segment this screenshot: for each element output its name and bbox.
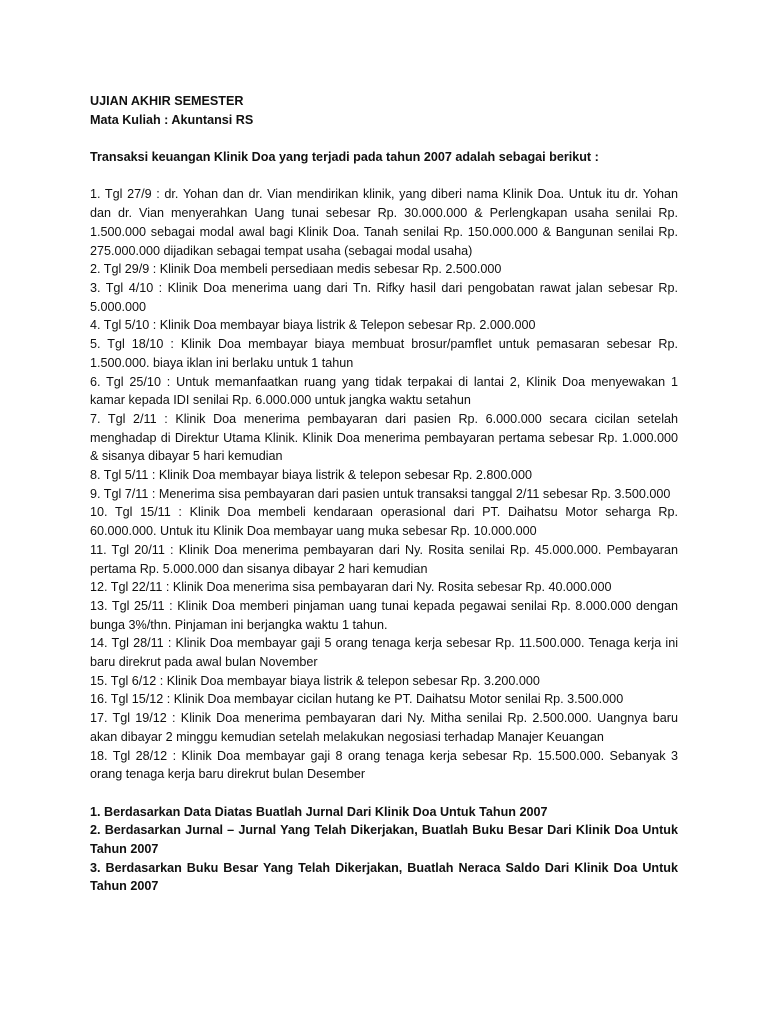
transaction-item: 17. Tgl 19/12 : Klinik Doa menerima pembayaran dari Ny. Mitha senilai Rp. 2.500.000. Uangnya baru akan dibayar 2 minggu kemudian setelah melakukan negosiasi terhadap Manajer Keuangan (90, 711, 678, 744)
transaction-item: 15. Tgl 6/12 : Klinik Doa membayar biaya listrik & telepon sebesar Rp. 3.200.000 (90, 673, 540, 688)
transaction-item: 14. Tgl 28/11 : Klinik Doa membayar gaji 5 orang tenaga kerja sebesar Rp. 11.500.000. Tenaga kerja ini baru direkrut pada awal bulan November (90, 636, 678, 670)
spacer (90, 167, 678, 186)
spacer (90, 129, 678, 148)
course-name: Mata Kuliah : Akuntansi RS (90, 112, 254, 127)
transaction-item: 8. Tgl 5/11 : Klinik Doa membayar biaya listrik & telepon sebesar Rp. 2.800.000 (90, 468, 532, 483)
transaction-item: 11. Tgl 20/11 : Klinik Doa menerima pembayaran dari Ny. Rosita senilai Rp. 45.000.000. Pembayaran pertama Rp. 5.000.000 dan sisanya dibayar 2 hari kemudian (90, 542, 678, 576)
transaction-item: 3. Tgl 4/10 : Klinik Doa menerima uang dari Tn. Rifky hasil dari pengobatan rawat jalan sebesar Rp. 5.000.000 (90, 281, 678, 314)
document-page (90, 92, 678, 896)
question-list (90, 803, 678, 897)
transaction-item: 13. Tgl 25/11 : Klinik Doa memberi pinjaman uang tunai kepada pegawai senilai Rp. 8.000.000 dengan bunga 3%/thn. Pinjaman ini berjangka waktu 1 tahun. (90, 598, 678, 632)
transaction-item: 9. Tgl 7/11 : Menerima sisa pembayaran dari pasien untuk transaksi tanggal 2/11 sebesar Rp. 3.500.000 (90, 486, 671, 501)
exam-title: UJIAN AKHIR SEMESTER (90, 94, 244, 108)
transaction-item: 10. Tgl 15/11 : Klinik Doa membeli kendaraan operasional dari PT. Daihatsu Motor seharga Rp. 60.000.000. Untuk itu Klinik Doa membayar uang muka sebesar Rp. 10.000.000 (90, 505, 678, 539)
transaction-item: 16. Tgl 15/12 : Klinik Doa membayar cicilan hutang ke PT. Daihatsu Motor senilai Rp. 3.500.000 (90, 692, 624, 707)
transaction-item: 4. Tgl 5/10 : Klinik Doa membayar biaya listrik & Telepon sebesar Rp. 2.000.000 (90, 318, 536, 333)
transaction-item: 1. Tgl 27/9 : dr. Yohan dan dr. Vian mendirikan klinik, yang diberi nama Klinik Doa. Untuk itu dr. Yohan dan dr. Vian menyerahkan Uang tunai sebesar Rp. 30.000.000 & Perlengkapan usaha senilai Rp. 1.500.000 sebagai modal awal bagi Klinik Doa. Tanah senilai Rp. 150.000.000 & Bangunan senilai Rp. 275.000.000 dijadikan sebagai tempat usaha (sebagai modal usaha) (90, 187, 678, 258)
question-item: 2. Berdasarkan Jurnal – Jurnal Yang Telah Dikerjakan, Buatlah Buku Besar Dari Klinik Doa Untuk Tahun 2007 (90, 823, 678, 857)
transaction-item: 5. Tgl 18/10 : Klinik Doa membayar biaya membuat brosur/pamflet untuk pemasaran sebesar Rp. 1.500.000. biaya iklan ini berlaku untuk 1 tahun (90, 337, 678, 370)
question-item: 3. Berdasarkan Buku Besar Yang Telah Dikerjakan, Buatlah Neraca Saldo Dari Klinik Doa Untuk Tahun 2007 (90, 860, 678, 894)
transaction-item: 12. Tgl 22/11 : Klinik Doa menerima sisa pembayaran dari Ny. Rosita sebesar Rp. 40.000.000 (90, 580, 612, 595)
intro-text: Transaksi keuangan Klinik Doa yang terjadi pada tahun 2007 adalah sebagai berikut : (90, 150, 599, 165)
transaction-list (90, 185, 678, 784)
transaction-item: 2. Tgl 29/9 : Klinik Doa membeli persediaan medis sebesar Rp. 2.500.000 (90, 262, 502, 277)
spacer (90, 784, 678, 803)
transaction-item: 18. Tgl 28/12 : Klinik Doa membayar gaji 8 orang tenaga kerja sebesar Rp. 15.500.000. Sebanyak 3 orang tenaga kerja baru direkrut bulan Desember (90, 748, 678, 782)
transaction-item: 7. Tgl 2/11 : Klinik Doa menerima pembayaran dari pasien Rp. 6.000.000 secara cicilan setelah menghadap di Direktur Utama Klinik. Klinik Doa menerima pembayaran pertama sebesar Rp. 1.000.000 & sisanya dibayar 5 hari kemudian (90, 411, 678, 464)
question-item: 1. Berdasarkan Data Diatas Buatlah Jurnal Dari Klinik Doa Untuk Tahun 2007 (90, 804, 548, 819)
transaction-item: 6. Tgl 25/10 : Untuk memanfaatkan ruang yang tidak terpakai di lantai 2, Klinik Doa menyewakan 1 kamar kepada IDI senilai Rp. 6.000.000 untuk jangka waktu setahun (90, 374, 678, 408)
